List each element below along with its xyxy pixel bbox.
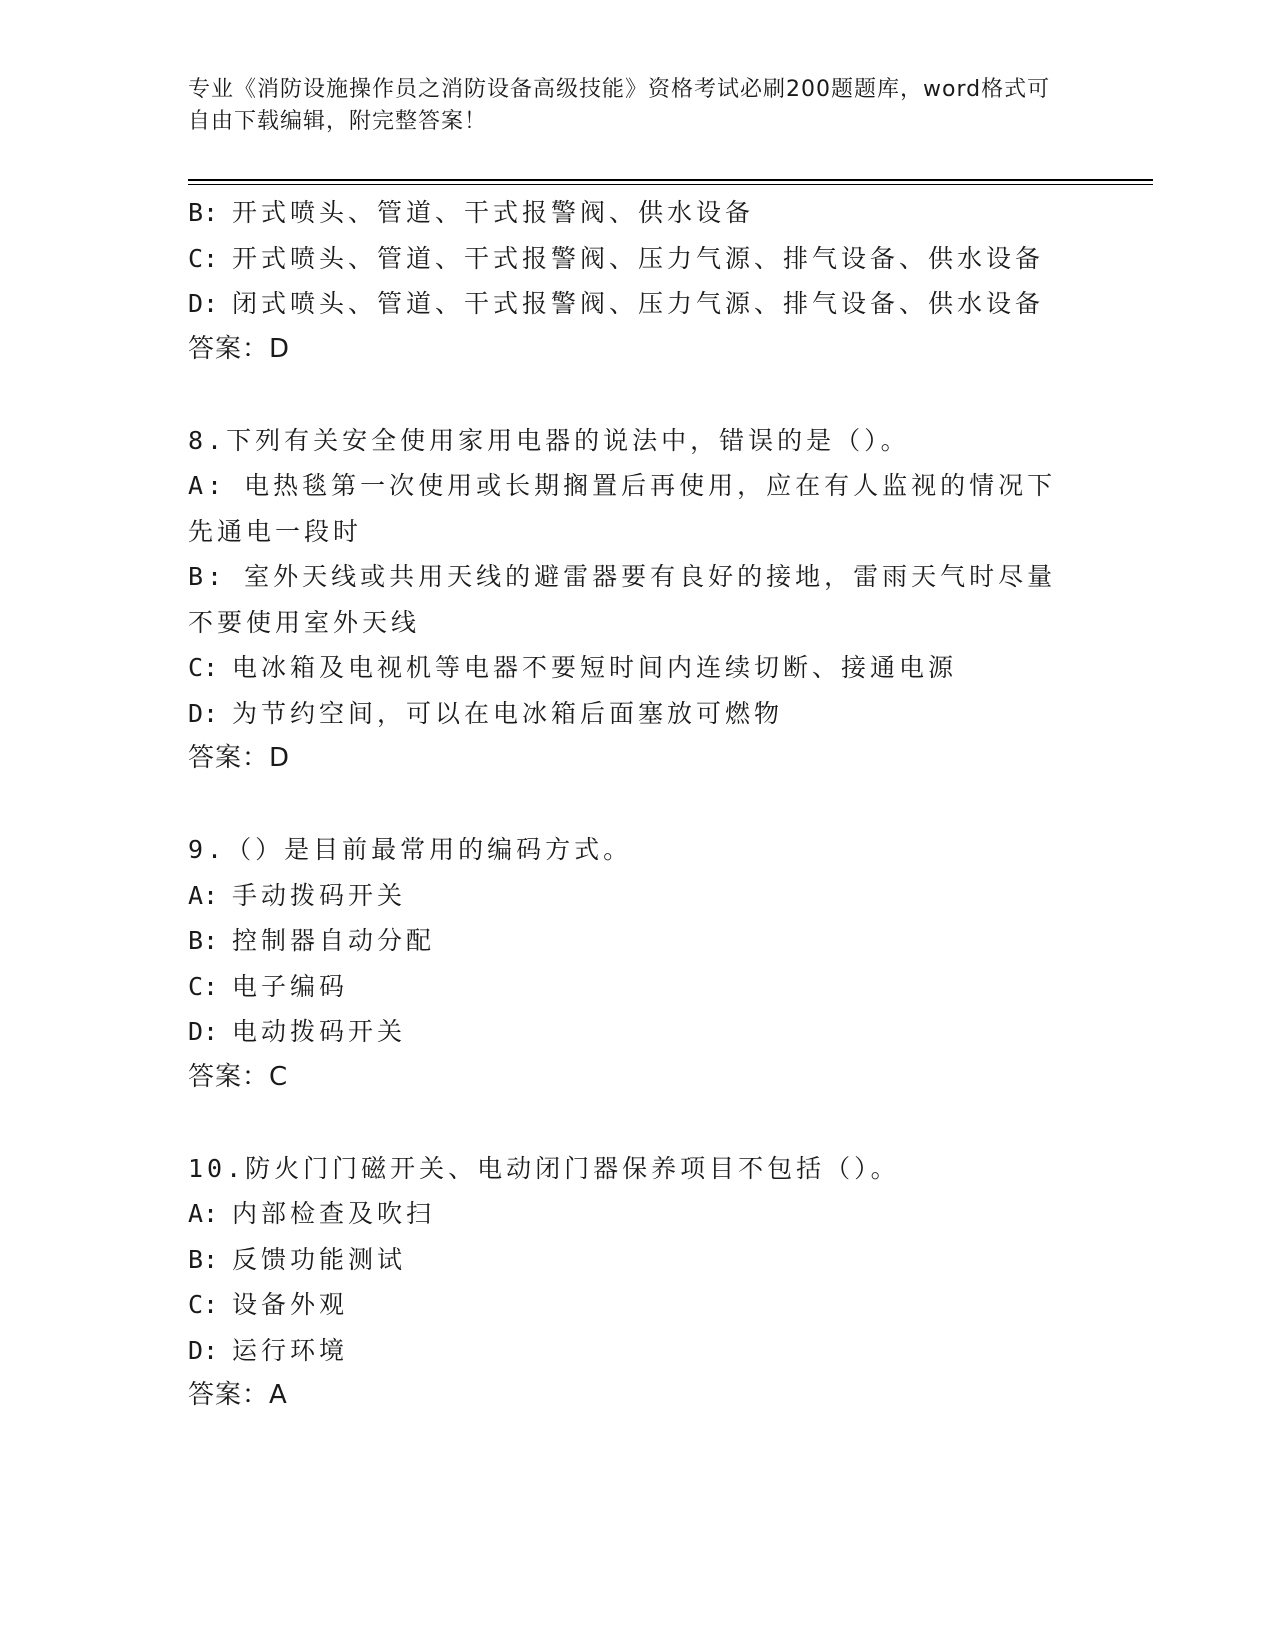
option-b <box>188 918 1088 964</box>
option-a <box>188 463 1068 554</box>
option-text: 控制器自动分配 <box>232 926 436 955</box>
option-d <box>188 691 1088 737</box>
option-text: 运行环境 <box>232 1335 349 1365</box>
spacer <box>188 372 1088 418</box>
option-d <box>188 1328 1088 1374</box>
option-label: B: <box>188 1244 219 1274</box>
option-a <box>188 1191 1088 1237</box>
question-stem: 10.防火门门磁开关、电动闭门器保养项目不包括（）。 <box>188 1153 900 1183</box>
option-b <box>188 1237 1088 1283</box>
option-text: 电冰箱及电视机等电器不要短时间内连续切断、接通电源 <box>232 653 958 682</box>
option-c <box>188 964 1088 1010</box>
option-text: 电热毯第一次使用或长期搁置后再使用，应在有人监视的情况下先通电一段时 <box>188 471 1057 546</box>
option-a <box>188 873 1088 919</box>
option-label: C: <box>188 971 219 1001</box>
option-text: 开式喷头、管道、干式报警阀、压力气源、排气设备、供水设备 <box>232 243 1045 273</box>
option-label: C: <box>188 1290 219 1319</box>
question-7-continued <box>188 190 1088 372</box>
option-label: A: <box>188 1199 219 1228</box>
answer: 答案：A <box>188 1380 288 1410</box>
option-label: B: <box>188 562 227 591</box>
option-text: 室外天线或共用天线的避雷器要有良好的接地，雷雨天气时尽量不要使用室外天线 <box>188 562 1057 637</box>
option-label: D: <box>188 289 219 318</box>
option-label: B: <box>188 926 219 955</box>
header-rule-thick <box>188 179 1153 181</box>
option-text: 内部检查及吹扫 <box>232 1199 436 1228</box>
option-text: 开式喷头、管道、干式报警阀、供水设备 <box>232 198 755 227</box>
option-d <box>188 281 1088 327</box>
option-label: B: <box>188 198 219 227</box>
option-label: A: <box>188 880 219 910</box>
spacer <box>188 1100 1088 1146</box>
document-body <box>188 190 1088 1419</box>
option-label: C: <box>188 653 219 682</box>
option-label: D: <box>188 1017 219 1046</box>
question-stem: 9.（）是目前最常用的编码方式。 <box>188 835 633 864</box>
option-text: 闭式喷头、管道、干式报警阀、压力气源、排气设备、供水设备 <box>232 289 1045 318</box>
question-9 <box>188 827 1088 1100</box>
option-text: 设备外观 <box>232 1290 349 1319</box>
answer: 答案：D <box>188 743 291 773</box>
option-b <box>188 554 1068 645</box>
option-c <box>188 1282 1088 1328</box>
option-label: D: <box>188 698 219 728</box>
spacer <box>188 782 1088 828</box>
answer: 答案：D <box>188 333 291 364</box>
option-text: 电子编码 <box>232 971 349 1001</box>
option-text: 手动拨码开关 <box>232 880 407 910</box>
option-text: 反馈功能测试 <box>232 1244 407 1274</box>
header-rule-thin <box>188 184 1153 185</box>
option-text: 电动拨码开关 <box>232 1017 407 1046</box>
answer: 答案：C <box>188 1061 289 1092</box>
question-10 <box>188 1146 1088 1419</box>
option-d <box>188 1009 1088 1055</box>
option-label: C: <box>188 243 219 273</box>
option-c <box>188 236 1088 282</box>
question-8 <box>188 418 1088 782</box>
option-b <box>188 190 1088 236</box>
option-label: D: <box>188 1335 219 1365</box>
question-stem: 8.下列有关安全使用家用电器的说法中，错误的是（）。 <box>188 425 910 455</box>
option-label: A: <box>188 471 227 500</box>
document-header: 专业《消防设施操作员之消防设备高级技能》资格考试必刷200题题库，word格式可自由下载编辑，附完整答案！ <box>188 77 1051 134</box>
option-text: 为节约空间，可以在电冰箱后面塞放可燃物 <box>232 698 784 728</box>
option-c <box>188 645 1088 691</box>
